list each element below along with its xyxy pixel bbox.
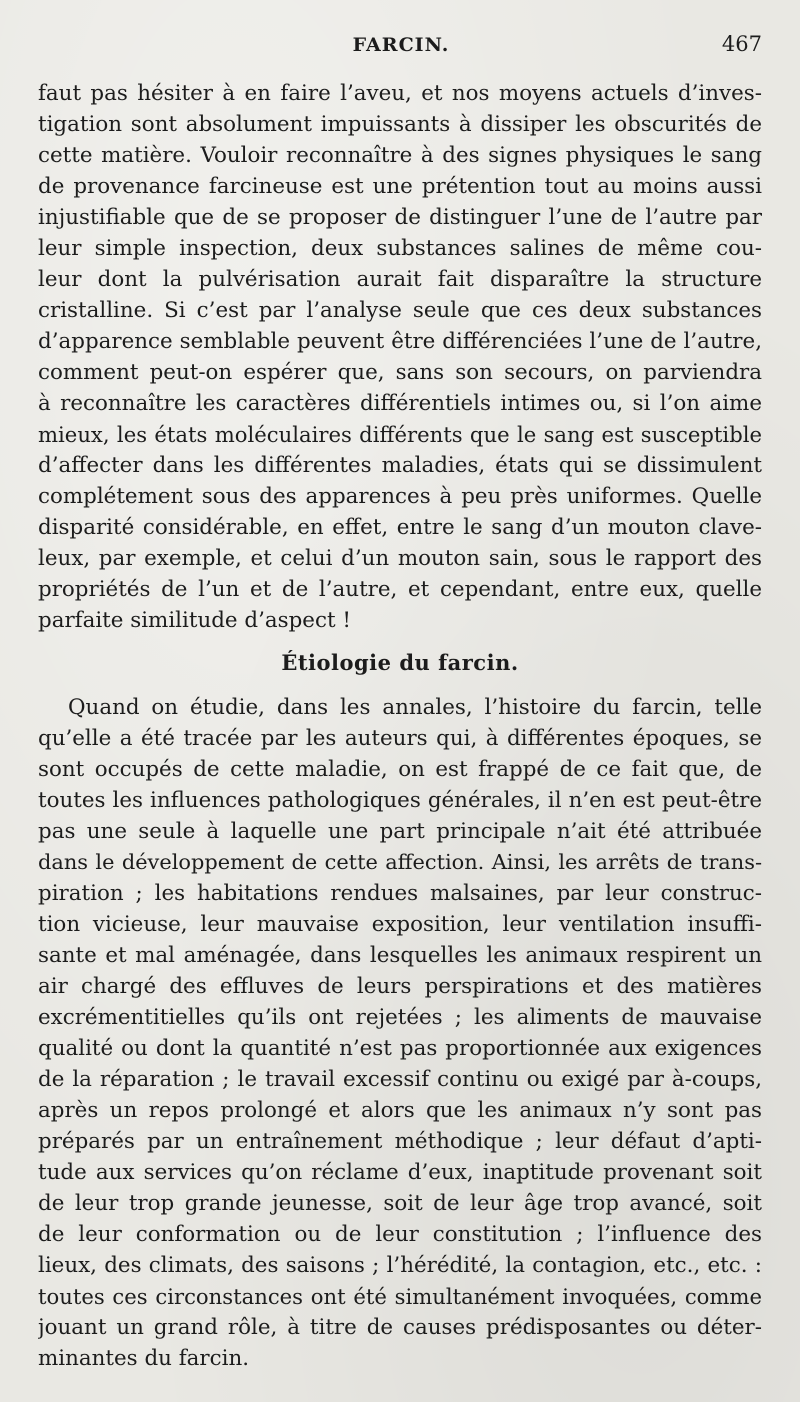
text-line: injustifiable que de se proposer de distinguer l’une de l’autre par — [38, 205, 762, 230]
text-line: leux, par exemple, et celui d’un mouton sain, sous le rapport des — [38, 546, 762, 571]
text-line: qualité ou dont la quantité n’est pas proportionnée aux exigences — [38, 1036, 762, 1061]
text-line: complétement sous des apparences à peu près uniformes. Quelle — [38, 484, 762, 509]
section-heading: Étiologie du farcin. — [281, 650, 519, 675]
text-line: tigation sont absolument impuissants à dissiper les obscurités de — [38, 112, 762, 137]
text-line: après un repos prolongé et alors que les animaux n’y sont pas — [38, 1098, 762, 1123]
paragraph-2 — [38, 692, 762, 1374]
text-line: mieux, les états moléculaires différents que le sang est susceptible — [38, 422, 762, 447]
text-line: lieux, des climats, des saisons ; l’hérédité, la contagion, etc., etc. : — [38, 1253, 762, 1278]
text-line: Quand on étudie, dans les annales, l’histoire du farcin, telle — [68, 695, 762, 720]
text-line: sante et mal aménagée, dans lesquelles les animaux respirent un — [38, 943, 762, 968]
paragraph-1 — [38, 78, 762, 636]
text-line: pas une seule à laquelle une part principale n’ait été attribuée — [38, 819, 762, 844]
text-line: cette matière. Vouloir reconnaître à des signes physiques le sang — [38, 143, 762, 168]
text-line: de leur trop grande jeunesse, soit de leur âge trop avancé, soit — [38, 1191, 762, 1216]
text-line: toutes ces circonstances ont été simultanément invoquées, comme — [38, 1284, 762, 1309]
text-line: leur dont la pulvérisation aurait fait disparaître la structure — [38, 267, 762, 292]
text-line: sont occupés de cette maladie, on est frappé de ce fait que, de — [38, 757, 762, 782]
text-line: excrémentitielles qu’ils ont rejetées ; les aliments de mauvaise — [38, 1005, 762, 1030]
text-line: dans le développement de cette affection. Ainsi, les arrêts de trans- — [38, 850, 762, 874]
text-line: qu’elle a été tracée par les auteurs qui, à différentes époques, se — [38, 726, 762, 751]
text-line: d’affecter dans les différentes maladies, états qui se dissimulent — [38, 453, 762, 478]
text-line: comment peut-on espérer que, sans son secours, on parviendra — [38, 360, 762, 385]
text-line: de provenance farcineuse est une prétention tout au moins aussi — [38, 174, 762, 199]
text-line: tion vicieuse, leur mauvaise exposition, leur ventilation insuffi- — [38, 912, 762, 937]
running-title: FARCIN. — [352, 34, 450, 56]
text-line: tude aux services qu’on réclame d’eux, inaptitude provenant soit — [38, 1160, 762, 1185]
text-line: jouant un grand rôle, à titre de causes prédisposantes ou déter- — [38, 1315, 762, 1340]
text-line: de leur conformation ou de leur constitution ; l’influence des — [38, 1222, 762, 1247]
text-line: de la réparation ; le travail excessif continu ou exigé par à-coups, — [38, 1067, 762, 1092]
text-line: toutes les influences pathologiques générales, il n’en est peut-être — [38, 788, 762, 813]
running-head — [40, 30, 762, 64]
text-line: disparité considérable, en effet, entre le sang d’un mouton clave- — [38, 515, 762, 540]
text-line: préparés par un entraînement méthodique ; leur défaut d’apti- — [38, 1129, 762, 1154]
text-line: parfaite similitude d’aspect ! — [38, 608, 351, 633]
text-line: air chargé des effluves de leurs perspirations et des matières — [38, 974, 762, 999]
text-line: d’apparence semblable peuvent être différenciées l’une de l’autre, — [38, 329, 762, 354]
text-line: à reconnaître les caractères différentiels intimes ou, si l’on aime — [38, 391, 762, 416]
text-line: propriétés de l’un et de l’autre, et cependant, entre eux, quelle — [38, 577, 762, 602]
page-number: 467 — [721, 32, 762, 56]
text-line: faut pas hésiter à en faire l’aveu, et nos moyens actuels d’inves- — [38, 81, 762, 106]
text-line: piration ; les habitations rendues malsaines, par leur construc- — [38, 881, 762, 906]
text-line: minantes du farcin. — [38, 1346, 250, 1371]
text-line: cristalline. Si c’est par l’analyse seule que ces deux substances — [38, 298, 762, 323]
text-line: leur simple inspection, deux substances salines de même cou- — [38, 236, 762, 261]
